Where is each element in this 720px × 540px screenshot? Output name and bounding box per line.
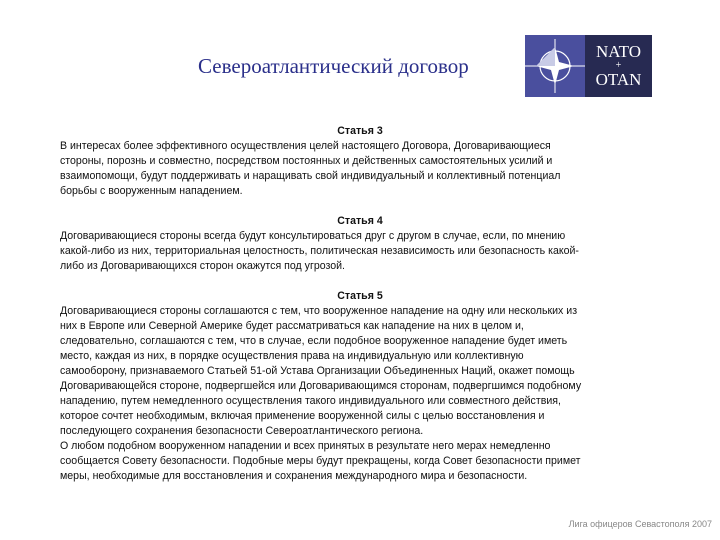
footer-credit: Лига офицеров Севастополя 2007 <box>568 519 712 529</box>
logo-text-otan: OTAN <box>595 70 642 89</box>
article-heading: Статья 3 <box>337 125 383 137</box>
article-5 <box>60 289 660 484</box>
treaty-text <box>60 124 660 484</box>
text-line: которое сочтет необходимым, включая применение вооруженной силы с целью восстановления и <box>60 410 545 422</box>
slide-title: Североатлантический договор <box>198 54 469 78</box>
article-4 <box>60 214 660 274</box>
text-line: место, каждая из них, в порядке осуществления права на индивидуальную или коллективную <box>60 350 524 362</box>
text-line: либо из Договаривающихся сторон окажутся под угрозой. <box>60 260 345 272</box>
text-line: самооборону, признаваемого Статьей 51-ой Устава Организации Объединенных Наций, окажет помощь <box>60 365 575 377</box>
compass-star-icon <box>525 35 585 97</box>
article-3 <box>60 124 660 199</box>
text-line: стороны, порознь и совместно, посредством постоянных и действенных самостоятельных усилий и <box>60 155 553 167</box>
text-line: Договаривающиеся стороны соглашаются с тем, что вооруженное нападение на одну или нескольких из <box>60 305 578 317</box>
article-heading: Статья 4 <box>337 215 383 227</box>
text-line: Договаривающейся стороне, подвергшейся или Договаривающимся сторонам, подвергшимся подобному <box>60 380 582 392</box>
text-line: сообщается Совету безопасности. Подобные меры будут прекращены, когда Совет безопасности примет <box>60 455 581 467</box>
text-line: какой-либо из них, территориальная целостность, политическая независимость или безопасность какой- <box>60 245 579 257</box>
article-heading: Статья 5 <box>337 290 383 302</box>
text-line: меры, необходимые для восстановления и сохранения международного мира и безопасности. <box>60 470 528 482</box>
text-line: следовательно, соглашаются с тем, что в случае, если подобное вооруженное нападение будет иметь <box>60 335 568 347</box>
text-line: О любом подобном вооруженном нападении и всех принятых в результате него мерах немедленно <box>60 440 551 452</box>
logo-text-nato: NATO <box>595 42 642 61</box>
text-line: них в Европе или Северной Америке будет рассматриваться как нападение на них в целом и, <box>60 320 524 332</box>
text-line: борьбы с вооруженным нападением. <box>60 185 243 197</box>
text-line: нападению, путем немедленного осуществления такого индивидуального или совместного действия, <box>60 395 561 407</box>
text-line: последующего сохранения безопасности Североатлантического региона. <box>60 425 424 437</box>
text-line: взаимопомощи, будут поддерживать и наращивать свой индивидуальный и коллективный потенциал <box>60 170 561 182</box>
logo-separator: + <box>615 60 622 71</box>
nato-logo <box>525 35 652 97</box>
text-line: В интересах более эффективного осуществления целей настоящего Договора, Договаривающиеся <box>60 140 551 152</box>
text-line: Договаривающиеся стороны всегда будут консультироваться друг с другом в случае, если, по мнению <box>60 230 566 242</box>
